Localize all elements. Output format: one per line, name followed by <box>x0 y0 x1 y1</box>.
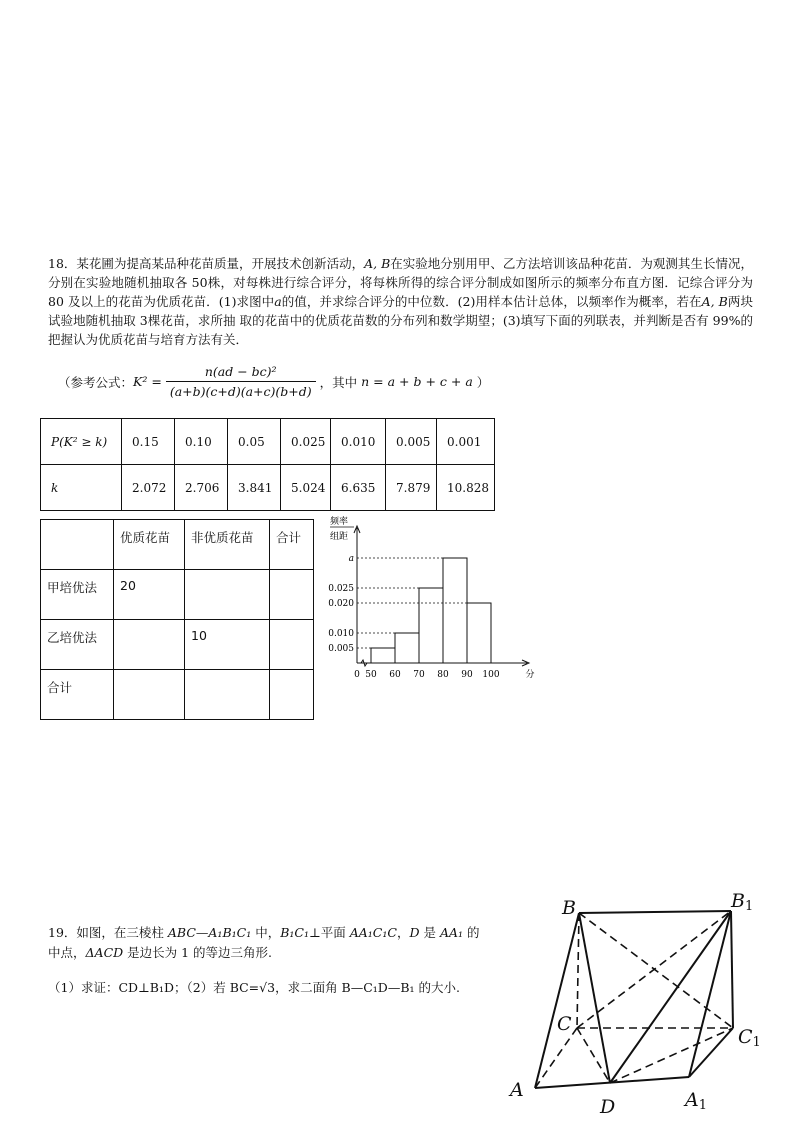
p-value-cell: 0.10 <box>175 419 228 465</box>
formula-close: ） <box>476 374 490 390</box>
dashed-ca <box>535 1028 577 1088</box>
q18-text-1: 某花圃为提高某品种花苗质量，开展技术创新活动， <box>76 256 365 271</box>
q19-prism-name: ABC—A₁B₁C₁ <box>167 925 252 940</box>
k-value-cell: 2.072 <box>122 465 175 511</box>
q19-text: ， <box>396 925 410 940</box>
histogram-bar <box>395 633 419 663</box>
q19-plane: AA₁C₁C <box>349 925 397 940</box>
x-tick-label: 90 <box>461 670 473 680</box>
data-cell <box>114 620 185 670</box>
edge-bb1 <box>579 911 731 913</box>
label-d: D <box>600 1096 616 1118</box>
label-c1 <box>738 1026 761 1050</box>
p-value-cell: 0.005 <box>386 419 437 465</box>
x-tick-label: 0 <box>354 670 360 680</box>
dashed-bc1 <box>579 913 733 1028</box>
label-a: A <box>510 1079 524 1101</box>
row-label-cell: 合计 <box>41 670 114 720</box>
histogram-axes <box>354 526 529 666</box>
dashed-bc <box>577 913 579 1028</box>
formula-fraction <box>166 364 316 399</box>
contingency-table <box>40 519 314 720</box>
p-value-cell: 0.05 <box>228 419 281 465</box>
label-c1-letter: C <box>738 1026 753 1048</box>
data-cell <box>270 620 314 670</box>
q19-number: 19． <box>48 925 77 940</box>
data-cell <box>185 570 270 620</box>
k-value-cell: 3.841 <box>228 465 281 511</box>
y-tick-label: a <box>348 554 354 564</box>
k-value-cell: 7.879 <box>386 465 437 511</box>
q19-point-d: D <box>409 925 420 940</box>
edge-c1b1 <box>731 911 733 1028</box>
histogram-y-ticks <box>328 554 354 654</box>
x-tick-label: 50 <box>365 670 377 680</box>
data-cell <box>185 670 270 720</box>
q18-text-3: 的值，并求综合评分的中位数．(2)用样本估计总体，以频率作为概率，若在 <box>281 294 702 309</box>
q18-text-2: 在实验地分别用甲、乙方法培训该品种花苗．为观测其生长情况，分别在实验地随机抽取各 50株，对每株进行综合评分，将每株所得的综合评分制成如图所示的频率分布直方图．记综合评分为 80 及以上的花苗为优质花苗．(1)求图中 <box>48 256 753 309</box>
q19-text: 的中点， <box>48 925 480 960</box>
data-cell <box>270 570 314 620</box>
x-tick-label: 60 <box>389 670 401 680</box>
row-label-cell: 乙培优法 <box>41 620 114 670</box>
q19-edge-aa1: AA₁ <box>439 925 464 940</box>
x-tick-label: 70 <box>413 670 425 680</box>
table-row <box>41 465 495 511</box>
q19-edge-b1c1: B₁C₁ <box>280 925 309 940</box>
table-row <box>41 620 314 670</box>
label-b: B <box>562 897 576 919</box>
x-tick-label: 80 <box>437 670 449 680</box>
q19-text: 是边长为 1 的等边三角形. <box>123 945 273 960</box>
y-tick-label: 0.025 <box>328 584 354 594</box>
q18-a-symbol: a <box>274 294 282 309</box>
histogram-guides <box>357 558 467 648</box>
histogram-bars <box>371 558 491 663</box>
question-19 <box>48 923 488 963</box>
y-tick-label: 0.020 <box>328 599 354 609</box>
label-a1-sub: 1 <box>698 1098 708 1113</box>
q19-text: 是 <box>419 925 440 940</box>
q19-text: 如图，在三棱柱 <box>76 925 168 940</box>
header-cell <box>41 520 114 570</box>
header-cell: 合计 <box>270 520 314 570</box>
x-tick-label: 100 <box>482 670 500 680</box>
p-value-cell: 0.010 <box>331 419 386 465</box>
q18-number: 18． <box>48 256 77 271</box>
histogram-bar <box>371 648 395 663</box>
ylabel-top: 频率 <box>330 517 349 527</box>
formula-denominator: (a+b)(c+d)(a+c)(b+d) <box>166 381 316 399</box>
q18-text-4: 两块试验地随机抽取 3棵花苗，求所抽 取的花苗中的优质花苗数的分布列和数学期望；(3)填写下面的列联表，并判断是否有 99%的把握认为优质花苗与培育方法有关． <box>48 294 753 347</box>
edge-db1 <box>610 911 731 1083</box>
histogram-bar <box>443 558 467 663</box>
data-cell <box>270 670 314 720</box>
histogram-x-ticks <box>354 668 534 680</box>
label-b1-letter: B <box>731 890 745 912</box>
label-c1-sub: 1 <box>752 1035 761 1050</box>
q19-text: ⊥平面 <box>308 925 350 940</box>
label-c: C <box>557 1013 572 1035</box>
data-cell <box>114 670 185 720</box>
q18-ab-2: A, B <box>701 294 728 309</box>
p-value-cell: 0.001 <box>437 419 495 465</box>
formula-n-equation: n = a + b + c + a <box>361 374 473 389</box>
ylabel-bottom: 组距 <box>330 532 349 542</box>
formula-suffix: ，其中 <box>319 374 358 390</box>
y-tick-label: 0.005 <box>328 644 354 654</box>
p-label-cell: P(K² ≥ k) <box>41 419 122 465</box>
edge-bd <box>579 913 610 1083</box>
y-tick-label: 0.010 <box>328 629 354 639</box>
header-cell: 非优质花苗 <box>185 520 270 570</box>
question-18 <box>48 254 753 349</box>
table-row <box>41 570 314 620</box>
histogram-bar <box>467 603 491 663</box>
histogram-bar <box>419 588 443 663</box>
row-label-cell: 甲培优法 <box>41 570 114 620</box>
table-row <box>41 419 495 465</box>
q19-triangle: ΔACD <box>85 945 124 960</box>
critical-value-table <box>40 418 495 511</box>
edge-ba <box>535 913 579 1088</box>
label-b1 <box>730 890 753 914</box>
table-row <box>41 520 314 570</box>
q18-ab-1: A, B <box>364 256 391 271</box>
label-a1-letter: A <box>685 1089 699 1111</box>
k-value-cell: 10.828 <box>437 465 495 511</box>
formula-prefix: （参考公式： <box>58 374 134 390</box>
frequency-histogram <box>322 512 542 680</box>
data-cell: 10 <box>185 620 270 670</box>
k-value-cell: 5.024 <box>281 465 331 511</box>
formula-numerator: n(ad − bc)² <box>204 364 277 379</box>
question-19-parts: （1）求证：CD⊥B₁D；（2）若 BC=√3，求二面角 B—C₁D—B₁ 的大小. <box>48 980 460 995</box>
reference-formula <box>58 364 489 399</box>
table-row <box>41 670 314 720</box>
p-value-cell: 0.025 <box>281 419 331 465</box>
k-value-cell: 2.706 <box>175 465 228 511</box>
k-value-cell: 6.635 <box>331 465 386 511</box>
x-axis-label: 分 <box>525 670 535 680</box>
label-b1-sub: 1 <box>744 899 754 914</box>
prism-figure <box>505 885 775 1120</box>
data-cell: 20 <box>114 570 185 620</box>
edge-a1b1 <box>689 911 731 1077</box>
label-a1 <box>683 1089 707 1113</box>
formula-lhs: K² = <box>133 374 162 389</box>
k-label-cell: k <box>41 465 122 511</box>
q19-text: 中， <box>251 925 281 940</box>
p-value-cell: 0.15 <box>122 419 175 465</box>
header-cell: 优质花苗 <box>114 520 185 570</box>
